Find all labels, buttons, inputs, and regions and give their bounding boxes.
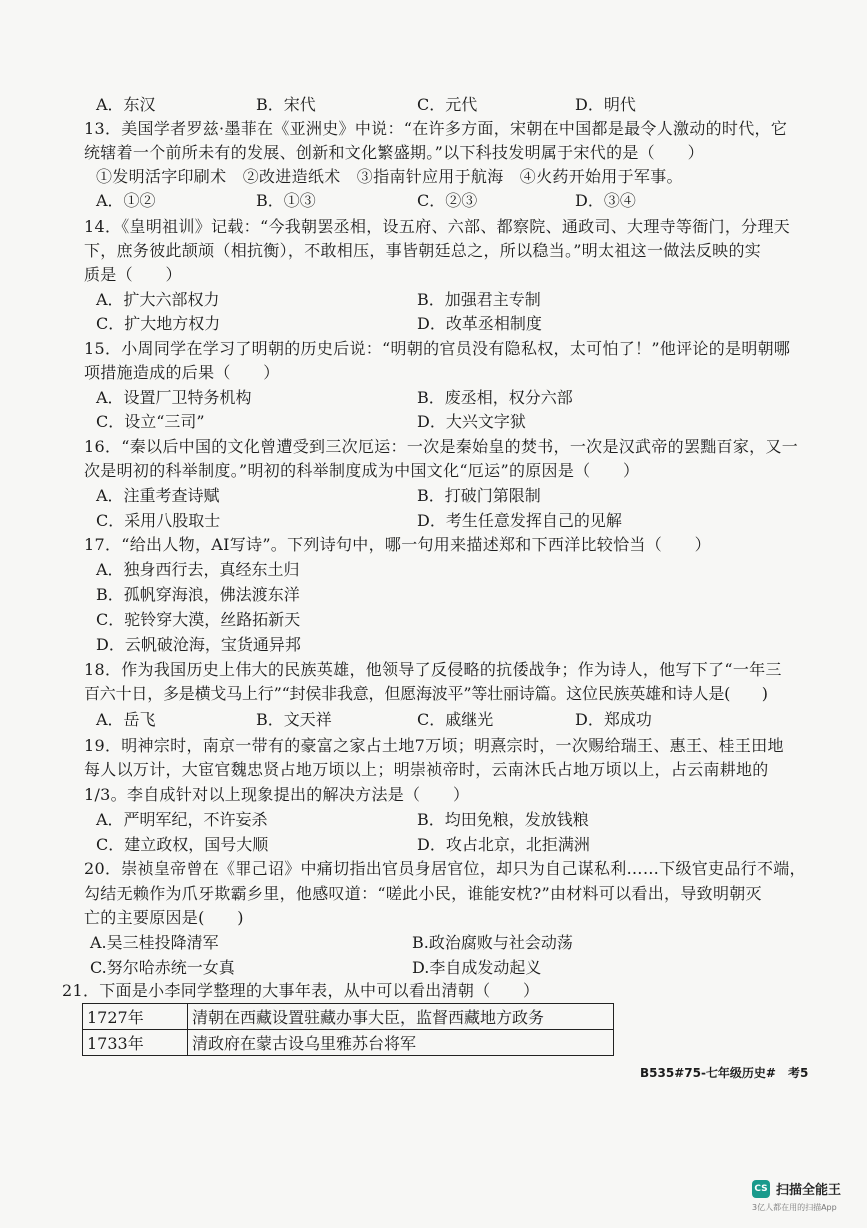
q15-option-b: B．废丞相，权分六部 [417,388,573,407]
q17-option-a: A．独身西行去，真经东土归 [96,560,300,579]
q20-option-a: A.吴三桂投降清军 [90,933,219,952]
q20-stem-line: 20．崇祯皇帝曾在《罪己诏》中痛切指出官员身居官位，却只为自己谋私利……下级官吏品行不端， [84,859,806,878]
q13-stem-line: ①发明活字印刷术 ②改进造纸术 ③指南针应用于航海 ④火药开始用于军事。 [96,167,683,186]
q13-option-b: B．①③ [256,191,316,210]
q13-option-d: D．③④ [575,191,636,210]
q20-stem-line: 亡的主要原因是( ) [84,908,244,927]
q15-stem-line: 项措施造成的后果（ ） [84,363,280,382]
q12-option-b: B．宋代 [256,95,316,114]
q19-option-b: B．均田免粮，发放钱粮 [417,810,589,829]
q19-option-a: A．严明军纪，不许妄杀 [96,810,268,829]
q12-option-a: A．东汉 [96,95,156,114]
q17-option-c: C．驼铃穿大漠，丝路拓新天 [96,610,301,629]
q17-option-d: D．云帆破沧海，宝货通异邦 [96,635,301,654]
q14-option-c: C．扩大地方权力 [96,314,221,333]
q15-stem-line: 15．小周同学在学习了明朝的历史后说：“明朝的官员没有隐私权，太可怕了！”他评论的是明朝哪 [84,339,791,358]
q20-stem-line: 勾结无赖作为爪牙欺霸乡里，他感叹道：“嗟此小民，谁能安枕?”由材料可以看出，导致明朝灭 [84,884,762,903]
q13-stem-line: 13．美国学者罗兹·墨菲在《亚洲史》中说：“在许多方面，宋朝在中国都是最令人激动的时代，它 [84,119,788,138]
q14-stem-line: 14．《皇明祖训》记载：“今我朝罢丞相，设五府、六部、都察院、通政司、大理寺等衙门，分理天 [84,217,791,236]
q19-stem-line: 1/3。李自成针对以上现象提出的解决方法是（ ） [84,785,470,804]
table-cell-year: 1733年 [83,1030,188,1056]
q16-stem-line: 次是明初的科举制度。”明初的科举制度成为中国文化“厄运”的原因是（ ） [84,461,640,480]
q13-option-c: C．②③ [417,191,478,210]
q16-option-a: A．注重考查诗赋 [96,486,220,505]
q15-option-a: A．设置厂卫特务机构 [96,388,252,407]
chronology-table [82,1003,614,1056]
q15-option-d: D．大兴文字狱 [417,412,526,431]
table-cell-year: 1727年 [83,1004,188,1030]
scanner-watermark [752,1176,862,1216]
q14-option-b: B．加强君主专制 [417,290,541,309]
q18-option-a: A．岳飞 [96,710,156,729]
q18-option-b: B．文天祥 [256,710,332,729]
q14-stem-line: 质是（ ） [84,265,182,284]
q18-stem-line: 百六十日，多是横戈马上行”“封侯非我意，但愿海波平”等壮丽诗篇。这位民族英雄和诗人是( ) [84,684,768,703]
q16-option-c: C．采用八股取士 [96,511,221,530]
table-cell-event: 清朝在西藏设置驻藏办事大臣，监督西藏地方政务 [188,1004,614,1030]
q17-stem-line: 17．“给出人物，AI写诗”。下列诗句中，哪一句用来描述郑和下西洋比较恰当（ ） [84,535,711,554]
q19-option-d: D．攻占北京，北拒满洲 [417,835,590,854]
q14-option-a: A．扩大六部权力 [96,290,220,309]
paper-code: B535#75-七年级历史# 考5 [640,1066,809,1080]
camscanner-logo-icon: CS [752,1180,770,1198]
q18-stem-line: 18．作为我国历史上伟大的民族英雄，他领导了反侵略的抗倭战争；作为诗人，他写下了“一年三 [84,660,782,679]
q16-stem-line: 16．“秦以后中国的文化曾遭受到三次厄运：一次是秦始皇的焚书，一次是汉武帝的罢黜百家，又一 [84,437,799,456]
q13-stem-line: 统辖着一个前所未有的发展、创新和文化繁盛期。”以下科技发明属于宋代的是（ ） [84,143,704,162]
q21-stem-line: 21．下面是小李同学整理的大事年表，从中可以看出清朝（ ） [62,981,540,1000]
q12-option-d: D．明代 [575,95,636,114]
q18-option-d: D．郑成功 [575,710,652,729]
q19-option-c: C．建立政权，国号大顺 [96,835,269,854]
q13-option-a: A．①② [96,191,156,210]
q20-option-b: B.政治腐败与社会动荡 [412,933,573,952]
q14-option-d: D．改革丞相制度 [417,314,542,333]
table-row [83,1030,614,1056]
q19-stem-line: 19．明神宗时，南京一带有的豪富之家占土地7万顷；明熹宗时，一次赐给瑞王、惠王、桂王田地 [84,736,784,755]
q15-option-c: C．设立“三司” [96,412,205,431]
table-cell-event: 清政府在蒙古设乌里雅苏台将军 [188,1030,614,1056]
q16-option-b: B．打破门第限制 [417,486,541,505]
q20-option-c: C.努尔哈赤统一女真 [90,958,235,977]
q19-stem-line: 每人以万计，大宦官魏忠贤占地万顷以上；明崇祯帝时，云南沐氏占地万顷以上，占云南耕地的 [84,760,769,779]
q18-option-c: C．戚继光 [417,710,494,729]
q20-option-d: D.李自成发动起义 [412,958,542,977]
watermark-title: 扫描全能王 [776,1183,842,1198]
q12-option-c: C．元代 [417,95,478,114]
q14-stem-line: 下，庶务彼此颉颃（相抗衡），不敢相压，事皆朝廷总之，所以稳当。”明太祖这一做法反映的实 [84,241,762,260]
table-row [83,1004,614,1030]
q17-option-b: B．孤帆穿海浪，佛法渡东洋 [96,585,300,604]
q16-option-d: D．考生任意发挥自己的见解 [417,511,622,530]
watermark-subtitle: 3亿人都在用的扫描App [752,1203,837,1212]
